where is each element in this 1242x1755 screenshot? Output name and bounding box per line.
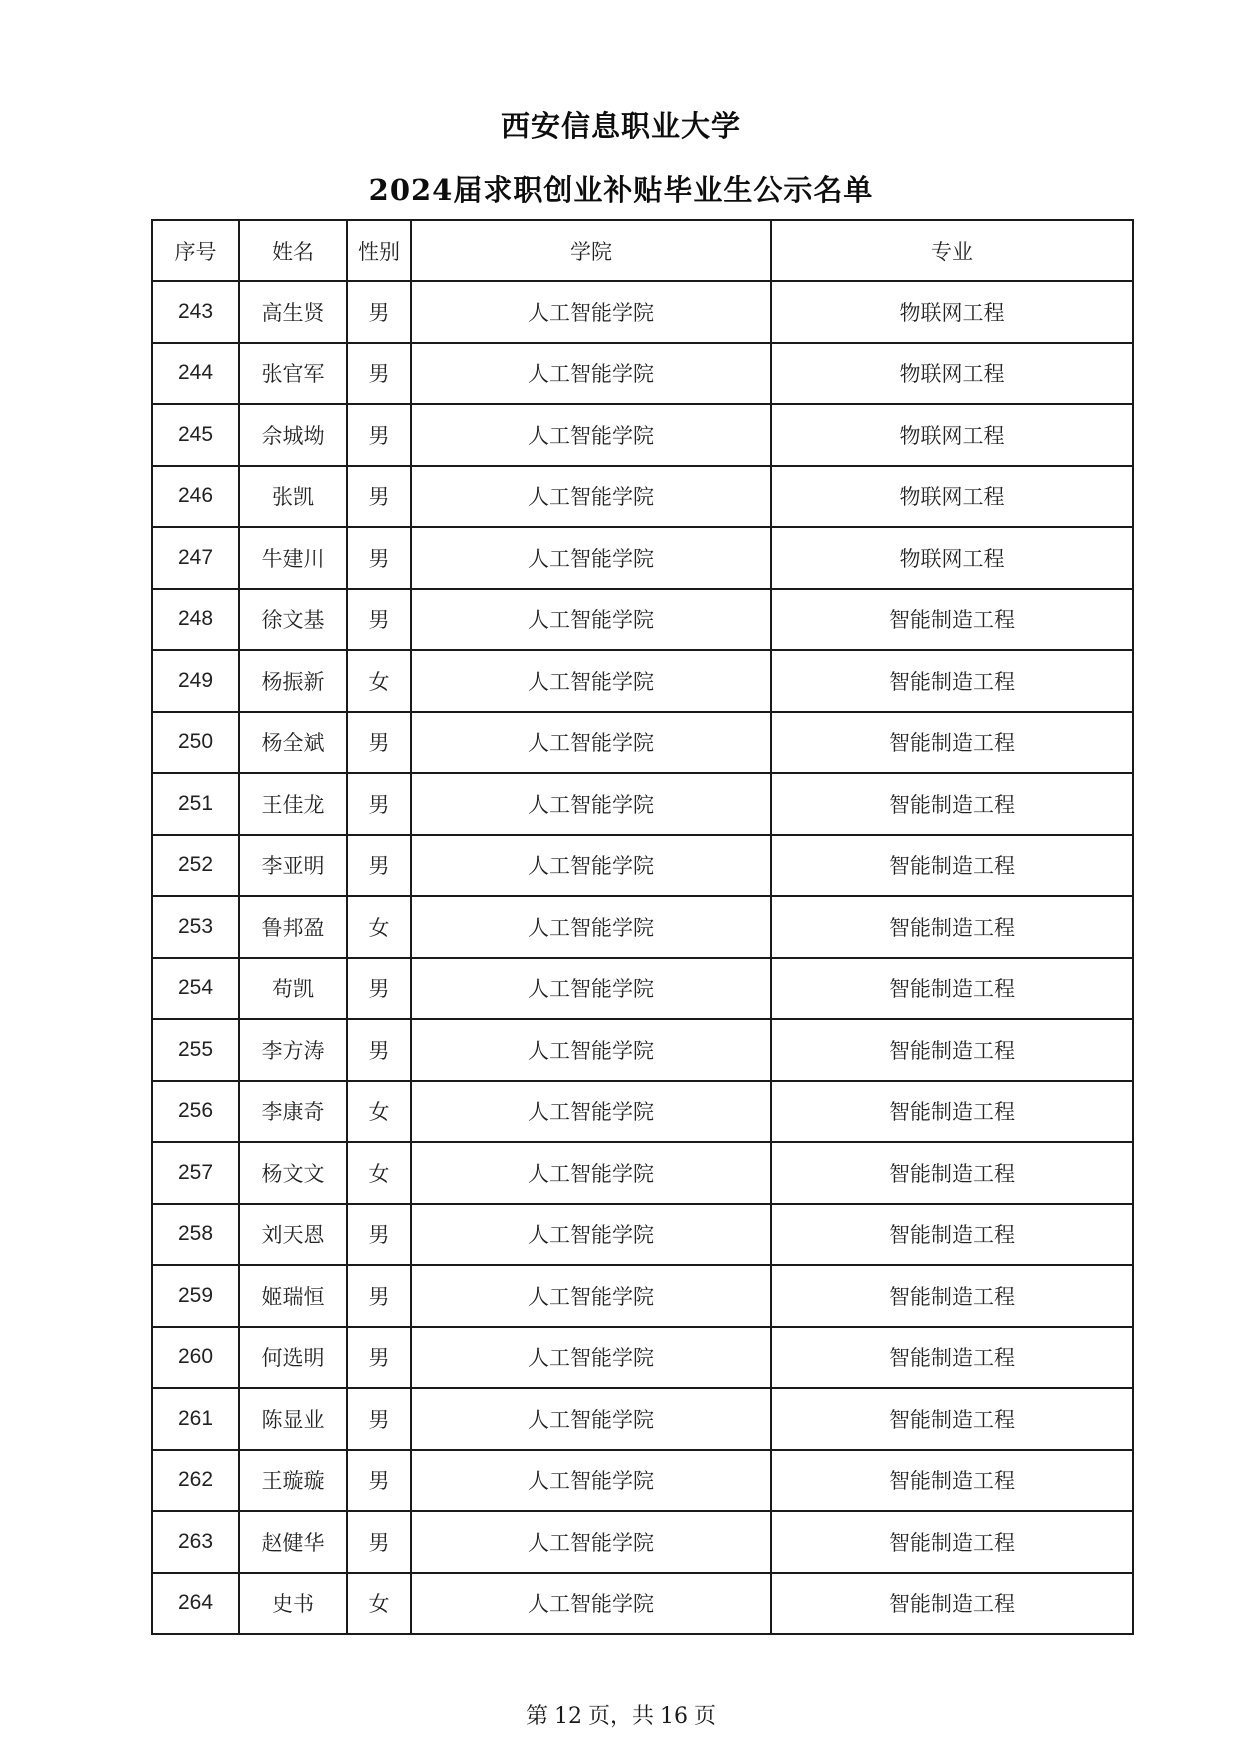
- cell-college: 人工智能学院: [411, 589, 771, 651]
- cell-college: 人工智能学院: [411, 958, 771, 1020]
- cell-college: 人工智能学院: [411, 1511, 771, 1573]
- cell-name: 李康奇: [239, 1081, 347, 1143]
- cell-college: 人工智能学院: [411, 466, 771, 528]
- table-row: [152, 650, 1133, 712]
- cell-name: 牛建川: [239, 527, 347, 589]
- table-row: [152, 835, 1133, 897]
- cell-gender: 男: [347, 712, 411, 774]
- cell-college: 人工智能学院: [411, 527, 771, 589]
- cell-college: 人工智能学院: [411, 1265, 771, 1327]
- table-row: [152, 343, 1133, 405]
- cell-name: 李亚明: [239, 835, 347, 897]
- cell-seq: 253: [152, 896, 239, 958]
- table-row: [152, 712, 1133, 774]
- cell-college: 人工智能学院: [411, 1142, 771, 1204]
- cell-seq: 249: [152, 650, 239, 712]
- header-college: 学院: [411, 220, 771, 281]
- cell-major: 智能制造工程: [771, 1511, 1133, 1573]
- cell-major: 智能制造工程: [771, 650, 1133, 712]
- footer-suffix: 页: [694, 1704, 717, 1729]
- cell-college: 人工智能学院: [411, 1019, 771, 1081]
- table-row: [152, 896, 1133, 958]
- cell-gender: 男: [347, 404, 411, 466]
- table-row: [152, 404, 1133, 466]
- cell-major: 智能制造工程: [771, 896, 1133, 958]
- cell-college: 人工智能学院: [411, 835, 771, 897]
- cell-gender: 女: [347, 1081, 411, 1143]
- table-row: [152, 589, 1133, 651]
- roster-table: [151, 219, 1134, 1635]
- table-row: [152, 958, 1133, 1020]
- cell-college: 人工智能学院: [411, 773, 771, 835]
- table-row: [152, 1573, 1133, 1635]
- cell-gender: 男: [347, 835, 411, 897]
- cell-gender: 男: [347, 958, 411, 1020]
- cell-college: 人工智能学院: [411, 404, 771, 466]
- header-gender: 性别: [347, 220, 411, 281]
- cell-gender: 男: [347, 1019, 411, 1081]
- cell-gender: 男: [347, 343, 411, 405]
- cell-major: 智能制造工程: [771, 712, 1133, 774]
- cell-gender: 男: [347, 281, 411, 343]
- cell-seq: 247: [152, 527, 239, 589]
- cell-name: 王璇璇: [239, 1450, 347, 1512]
- table-row: [152, 1019, 1133, 1081]
- cell-seq: 264: [152, 1573, 239, 1635]
- cell-college: 人工智能学院: [411, 896, 771, 958]
- cell-college: 人工智能学院: [411, 1388, 771, 1450]
- header-name: 姓名: [239, 220, 347, 281]
- cell-gender: 女: [347, 650, 411, 712]
- table-row: [152, 1388, 1133, 1450]
- header-row: [152, 220, 1133, 281]
- cell-name: 张官军: [239, 343, 347, 405]
- cell-gender: 男: [347, 1511, 411, 1573]
- cell-name: 陈显业: [239, 1388, 347, 1450]
- cell-name: 苟凯: [239, 958, 347, 1020]
- cell-college: 人工智能学院: [411, 343, 771, 405]
- cell-college: 人工智能学院: [411, 650, 771, 712]
- table-row: [152, 1081, 1133, 1143]
- cell-major: 智能制造工程: [771, 1019, 1133, 1081]
- cell-major: 智能制造工程: [771, 958, 1133, 1020]
- cell-major: 智能制造工程: [771, 835, 1133, 897]
- cell-name: 杨全斌: [239, 712, 347, 774]
- cell-name: 姬瑞恒: [239, 1265, 347, 1327]
- cell-seq: 263: [152, 1511, 239, 1573]
- cell-gender: 女: [347, 896, 411, 958]
- cell-name: 王佳龙: [239, 773, 347, 835]
- cell-major: 智能制造工程: [771, 1327, 1133, 1389]
- roster-table-body: [152, 281, 1133, 1634]
- cell-seq: 245: [152, 404, 239, 466]
- cell-name: 张凯: [239, 466, 347, 528]
- table-row: [152, 1265, 1133, 1327]
- cell-major: 物联网工程: [771, 281, 1133, 343]
- cell-name: 徐文基: [239, 589, 347, 651]
- table-row: [152, 1450, 1133, 1512]
- cell-college: 人工智能学院: [411, 712, 771, 774]
- cell-seq: 261: [152, 1388, 239, 1450]
- cell-seq: 259: [152, 1265, 239, 1327]
- cell-seq: 244: [152, 343, 239, 405]
- header-seq: 序号: [152, 220, 239, 281]
- footer-prefix: 第: [525, 1704, 548, 1729]
- cell-gender: 女: [347, 1142, 411, 1204]
- cell-major: 智能制造工程: [771, 1450, 1133, 1512]
- roster-table-head: [152, 220, 1133, 281]
- cell-gender: 男: [347, 466, 411, 528]
- document-subtitle: 2024届求职创业补贴毕业生公示名单: [368, 173, 874, 207]
- cell-name: 杨文文: [239, 1142, 347, 1204]
- cell-name: 佘城坳: [239, 404, 347, 466]
- table-row: [152, 1142, 1133, 1204]
- cell-major: 智能制造工程: [771, 1204, 1133, 1266]
- cell-seq: 260: [152, 1327, 239, 1389]
- cell-name: 刘天恩: [239, 1204, 347, 1266]
- cell-gender: 男: [347, 1327, 411, 1389]
- cell-seq: 258: [152, 1204, 239, 1266]
- cell-seq: 250: [152, 712, 239, 774]
- cell-major: 智能制造工程: [771, 1573, 1133, 1635]
- cell-major: 物联网工程: [771, 404, 1133, 466]
- cell-seq: 243: [152, 281, 239, 343]
- cell-seq: 257: [152, 1142, 239, 1204]
- page-number-footer: [0, 1699, 1242, 1730]
- cell-gender: 男: [347, 589, 411, 651]
- cell-name: 赵健华: [239, 1511, 347, 1573]
- cell-major: 物联网工程: [771, 527, 1133, 589]
- cell-name: 杨振新: [239, 650, 347, 712]
- cell-college: 人工智能学院: [411, 1450, 771, 1512]
- cell-gender: 男: [347, 527, 411, 589]
- cell-seq: 252: [152, 835, 239, 897]
- cell-major: 智能制造工程: [771, 1388, 1133, 1450]
- table-row: [152, 527, 1133, 589]
- cell-seq: 262: [152, 1450, 239, 1512]
- cell-gender: 男: [347, 1450, 411, 1512]
- footer-page: 12: [553, 1704, 582, 1729]
- cell-college: 人工智能学院: [411, 1573, 771, 1635]
- cell-gender: 女: [347, 1573, 411, 1635]
- cell-major: 智能制造工程: [771, 1142, 1133, 1204]
- cell-major: 智能制造工程: [771, 1081, 1133, 1143]
- table-row: [152, 1511, 1133, 1573]
- table-row: [152, 773, 1133, 835]
- cell-gender: 男: [347, 773, 411, 835]
- cell-seq: 246: [152, 466, 239, 528]
- table-row: [152, 1204, 1133, 1266]
- cell-college: 人工智能学院: [411, 1081, 771, 1143]
- cell-gender: 男: [347, 1265, 411, 1327]
- cell-seq: 256: [152, 1081, 239, 1143]
- cell-gender: 男: [347, 1204, 411, 1266]
- cell-name: 史书: [239, 1573, 347, 1635]
- cell-college: 人工智能学院: [411, 1327, 771, 1389]
- header-major: 专业: [771, 220, 1133, 281]
- document-title: 西安信息职业大学: [500, 109, 741, 143]
- cell-seq: 248: [152, 589, 239, 651]
- cell-name: 李方涛: [239, 1019, 347, 1081]
- cell-major: 智能制造工程: [771, 589, 1133, 651]
- table-row: [152, 281, 1133, 343]
- cell-college: 人工智能学院: [411, 1204, 771, 1266]
- cell-seq: 251: [152, 773, 239, 835]
- footer-total: 16: [660, 1704, 688, 1729]
- cell-college: 人工智能学院: [411, 281, 771, 343]
- cell-seq: 254: [152, 958, 239, 1020]
- cell-seq: 255: [152, 1019, 239, 1081]
- cell-major: 智能制造工程: [771, 773, 1133, 835]
- cell-major: 物联网工程: [771, 466, 1133, 528]
- footer-middle: 页，共: [587, 1704, 654, 1729]
- cell-name: 鲁邦盈: [239, 896, 347, 958]
- table-row: [152, 466, 1133, 528]
- cell-major: 智能制造工程: [771, 1265, 1133, 1327]
- table-row: [152, 1327, 1133, 1389]
- cell-major: 物联网工程: [771, 343, 1133, 405]
- cell-gender: 男: [347, 1388, 411, 1450]
- cell-name: 高生贤: [239, 281, 347, 343]
- cell-name: 何选明: [239, 1327, 347, 1389]
